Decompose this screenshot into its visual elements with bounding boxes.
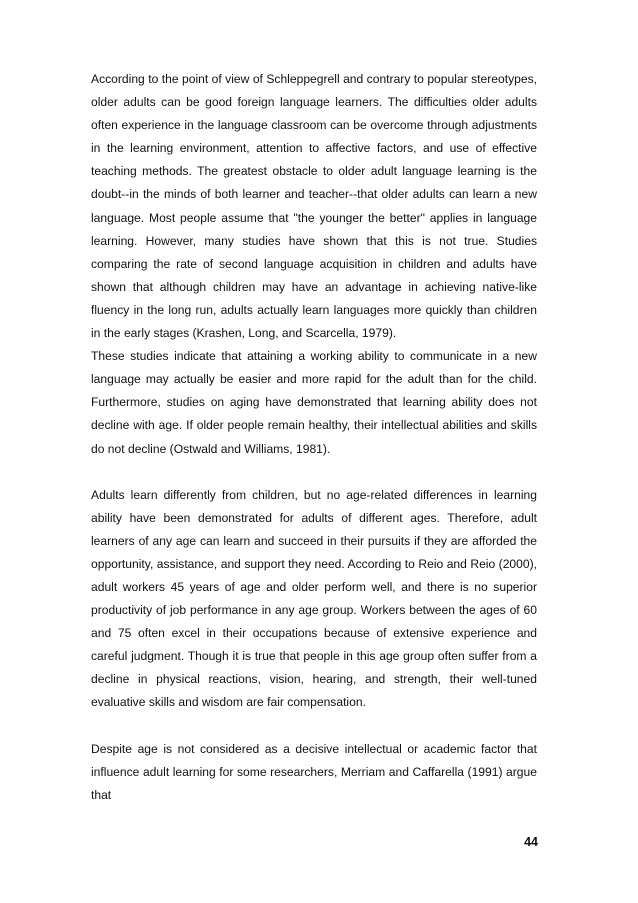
- page-number: 44: [524, 835, 538, 849]
- paragraph-despite-age: Despite age is not considered as a decisive intellectual or academic factor that influence adult learning for some researchers, Merriam and Caffarella (1991) argue that: [91, 741, 537, 802]
- paragraph-adults-learn: Adults learn differently from children, but no age-related differences in learning ability have been demonstrated for adults of different ages. Therefore, adult learners of any age can learn and succeed in their pursuits if they are afforded the opportunity, assistance, and support they need. According to Reio and Reio (2000), adult workers 45 years of age and older perform well, and there is no superior productivity of job performance in any age group. Workers between the ages of 60 and 75 often excel in their occupations because of extensive experience and careful judgment. Though it is true that people in this age group often suffer from a decline in physical reactions, vision, hearing, and strength, their well-tuned evaluative skills and wisdom are fair compensation.: [91, 487, 537, 710]
- paragraph-studies-indicate: These studies indicate that attaining a working ability to communicate in a new language may actually be easier and more rapid for the adult than for the child. Furthermore, studies on aging have demonstrated that learning ability does not decline with age. If older people remain healthy, their intellectual abilities and skills do not decline (Ostwald and Williams, 1981).: [91, 349, 537, 456]
- paragraph-spacer: [91, 715, 537, 738]
- body-text: [91, 68, 537, 807]
- paragraph-spacer: [91, 461, 537, 484]
- paragraph-schleppegrell: According to the point of view of Schleppegrell and contrary to popular stereotypes, older adults can be good foreign language learners. The difficulties older adults often experience in the language classroom can be overcome through adjustments in the learning environment, attention to affective factors, and use of effective teaching methods. The greatest obstacle to older adult language learning is the doubt--in the minds of both learner and teacher--that older adults can learn a new language. Most people assume that "the younger the better" applies in language learning. However, many studies have shown that this is not true. Studies comparing the rate of second language acquisition in children and adults have shown that although children may have an advantage in achieving native-like fluency in the long run, adults actually learn languages more quickly than children in the early stages (Krashen, Long, and Scarcella, 1979).: [91, 72, 537, 341]
